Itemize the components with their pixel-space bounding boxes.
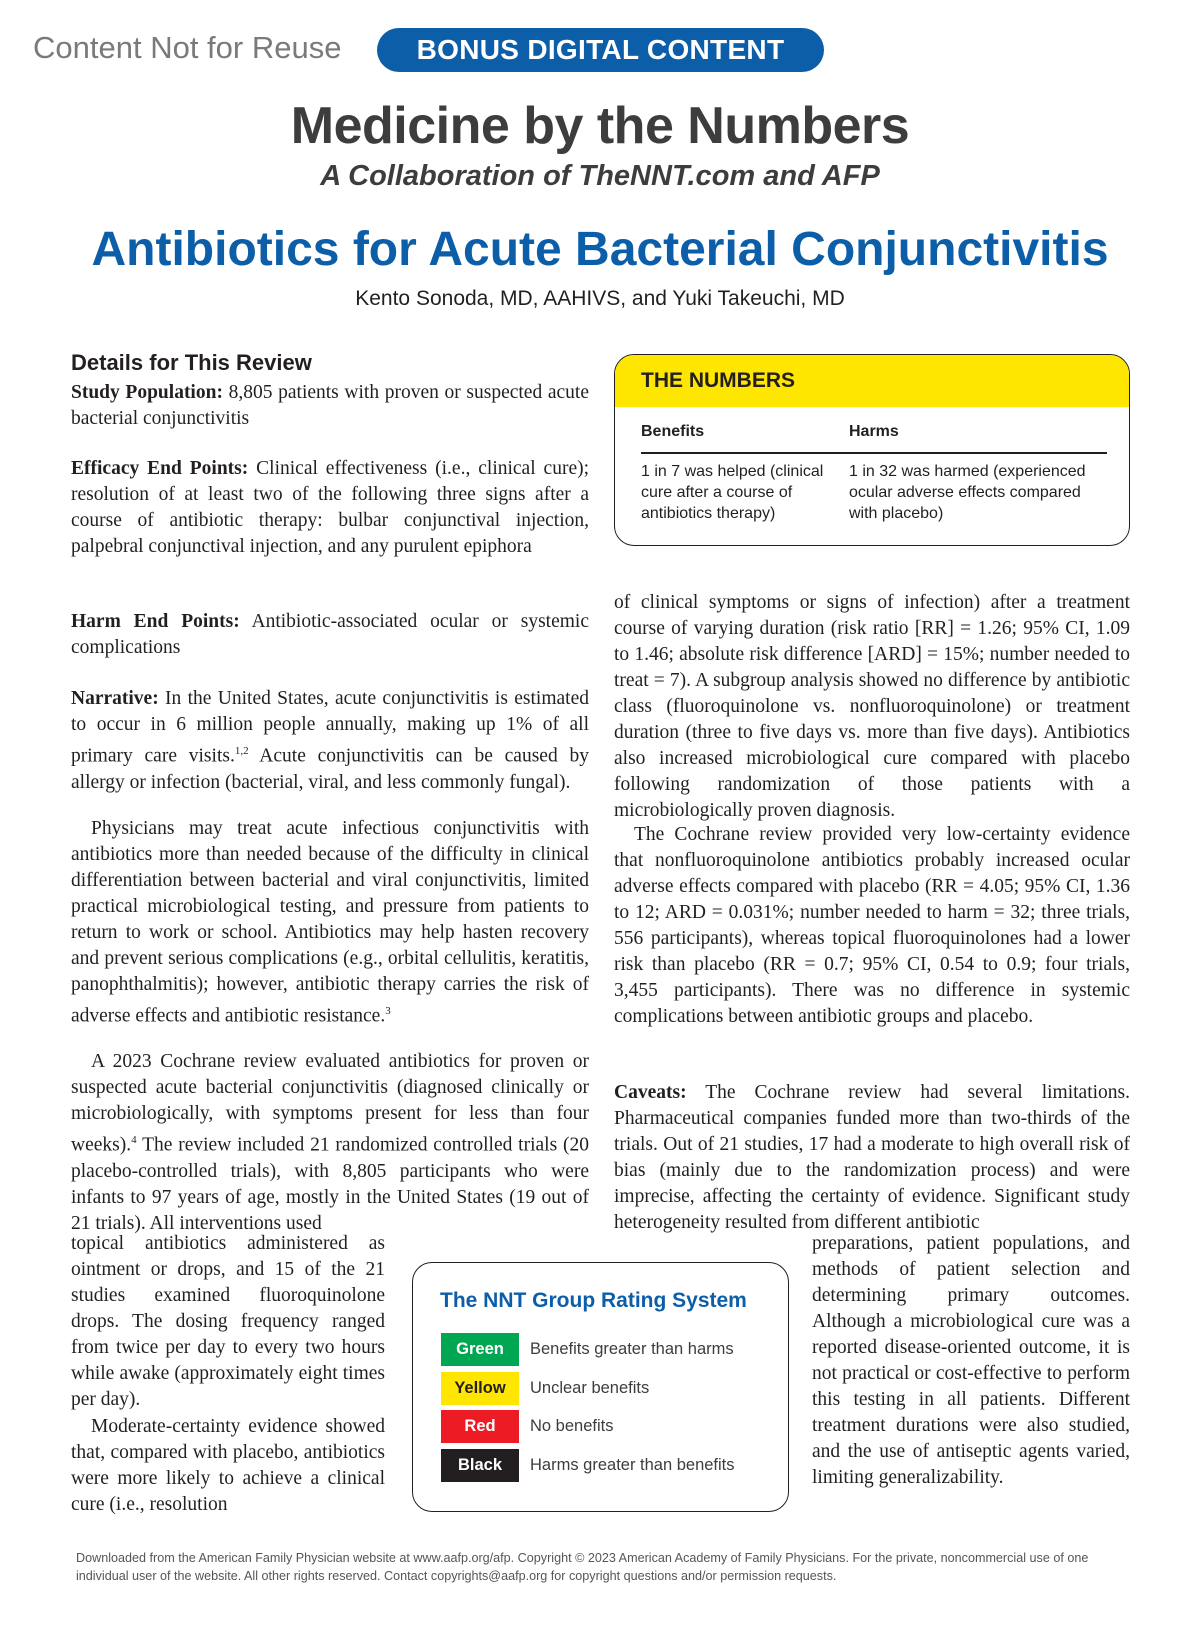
narrative-text-2: Acute conjunctivitis can be caused by allergy or infection (bacterial, viral, and less commonly fungal). (71, 745, 589, 793)
the-numbers-box (614, 354, 1130, 546)
the-numbers-title: THE NUMBERS (615, 355, 1129, 407)
caveats-label: Caveats: (614, 1082, 687, 1103)
rating-desc-green: Benefits greater than harms (530, 1340, 734, 1358)
efficacy-text: Clinical effectiveness (i.e., clinical cure); resolution of at least two of the following three signs after a course of antibiotic therapy: bulbar conjunctival injection, palpebral conjunctival injection, and any purulent epiphora (71, 458, 590, 557)
narrative (71, 686, 589, 796)
nnt-rating-system-box (412, 1262, 789, 1512)
caveats-text: The Cochrane review had several limitations. Pharmaceutical companies funded more than two-thirds of the trials. Out of 21 studies, 17 had a moderate to high overall risk of bias (mainly due to the randomization process) and were imprecise, affecting the certainty of evidence. Significant study heterogeneity resulted from different antibiotic (614, 1082, 1130, 1233)
numbers-divider (641, 452, 1107, 454)
rating-desc-black: Harms greater than benefits (530, 1455, 735, 1474)
cochrane-paragraph-continued: topical antibiotics administered as ointment or drops, and 15 of the 21 studies examined fluoroquinolone drops. The dosing frequency ranged from twice per day to every two hours while awake (approximately eight times per day). (71, 1233, 385, 1410)
study-population-text: 8,805 patients with proven or suspected acute bacterial conjunctivitis (71, 382, 589, 429)
harm-text: Antibiotic-associated ocular or systemic complications (71, 611, 589, 658)
efficacy-end-points (71, 456, 589, 560)
caveats-paragraph (614, 1080, 1130, 1236)
adverse-effects-paragraph: The Cochrane review provided very low-certainty evidence that nonfluoroquinolone antibiotics probably increased ocular adverse effects compared with placebo (RR = 4.05; 95% CI, 1.36 to 12; ARD = 0.031%; number needed to harm = 32; three trials, 556 participants), whereas topical fluoroquinolones had a lower risk than placebo (RR = 0.7; 95% CI, 0.54 to 0.9; four trials, 3,455 participants). There was no difference in systemic complications between antibiotic groups and placebo. (614, 824, 1130, 1027)
rating-desc-yellow: Unclear benefits (530, 1378, 650, 1397)
rating-badge-yellow: Yellow (441, 1372, 519, 1405)
harms-text: 1 in 32 was harmed (experienced ocular adverse effects compared with placebo) (849, 463, 1086, 522)
cochrane-paragraph (71, 1049, 589, 1237)
series-subtitle: A Collaboration of TheNNT.com and AFP (320, 160, 880, 192)
reuse-note: Content Not for Reuse (33, 30, 342, 65)
rating-system-title: The NNT Group Rating System (440, 1289, 747, 1312)
study-population-label: Study Population: (71, 382, 223, 403)
cochrane-text-a: A 2023 Cochrane review evaluated antibiotics for proven or suspected acute bacterial conjunctivitis (diagnosed clinically or microbiologically, with symptoms present for less than four weeks). (71, 1051, 589, 1156)
harms-header: Harms (849, 423, 899, 440)
rating-badge-black: Black (441, 1449, 519, 1482)
article-title: Antibiotics for Acute Bacterial Conjunctivitis (91, 223, 1109, 276)
rating-desc-red: No benefits (530, 1417, 614, 1435)
cochrane-text-b: The review included 21 randomized controlled trials (20 placebo-controlled trials), with 8,805 participants who were infants to 97 years of age, mostly in the United States (19 out of 21 trials). All interventions used (71, 1134, 589, 1234)
bonus-digital-content-badge: BONUS DIGITAL CONTENT (377, 28, 824, 72)
narrative-text: In the United States, acute conjunctivitis is estimated to occur in 6 million people annually, making up 1% of all primary care visits. (71, 688, 589, 767)
narrative-ref: 1,2 (234, 745, 249, 757)
article-authors: Kento Sonoda, MD, AAHIVS, and Yuki Takeuchi, MD (355, 287, 845, 310)
harm-label: Harm End Points: (71, 611, 240, 632)
moderate-certainty-paragraph: Moderate-certainty evidence showed that, compared with placebo, antibiotics were more likely to achieve a clinical cure (i.e., resolution (71, 1416, 385, 1515)
cochrane-ref: 4 (131, 1134, 137, 1146)
series-title: Medicine by the Numbers (290, 97, 910, 155)
details-heading: Details for This Review (71, 350, 312, 375)
rating-badge-green: Green (441, 1333, 519, 1366)
caveats-paragraph-continued: preparations, patient populations, and methods of patient selection and determining primary outcomes. Although a microbiological cure was a reported disease-oriented outcome, it is not practical or cost-effective to perform this testing in all patients. Different treatment durations were also studied, and the use of antiseptic agents varied, limiting generalizability. (812, 1233, 1130, 1488)
study-population (71, 380, 589, 432)
benefits-text: 1 in 7 was helped (clinical cure after a course of antibiotics therapy) (641, 463, 824, 522)
copyright-footer: Downloaded from the American Family Physician website at www.aafp.org/afp. Copyright © 2023 American Academy of Family Physicians. For the private, noncommercial use of one individual user of the website. All other rights reserved. Contact copyrights@aafp.org for copyright questions and/or permission requests. (76, 1551, 1089, 1583)
physicians-ref: 3 (385, 1005, 391, 1017)
harm-end-points (71, 609, 589, 661)
benefits-header: Benefits (641, 423, 705, 440)
narrative-label: Narrative: (71, 688, 159, 709)
clinical-cure-paragraph: of clinical symptoms or signs of infection) after a treatment course of varying duration (risk ratio [RR] = 1.26; 95% CI, 1.09 to 1.46; absolute risk difference [ARD] = 15%; number needed to treat = 7). A subgroup analysis showed no difference by antibiotic class (fluoroquinolone vs. nonfluoroquinolone) or treatment duration (three to five days vs. more than five days). Antibiotics also increased microbiological cure compared with placebo following randomization of those patients with a microbiologically proven diagnosis. (614, 592, 1130, 821)
physicians-paragraph (71, 816, 589, 1030)
physicians-text: Physicians may treat acute infectious conjunctivitis with antibiotics more than needed because of the difficulty in clinical differentiation between bacterial and viral conjunctivitis, limited practical microbiological testing, and pressure from patients to return to work or school. Antibiotics may help hasten recovery and prevent serious complications (e.g., orbital cellulitis, keratitis, panophthalmitis); however, antibiotic therapy carries the risk of adverse effects and antibiotic resistance. (71, 818, 589, 1027)
efficacy-label: Efficacy End Points: (71, 458, 249, 479)
rating-badge-red: Red (441, 1410, 519, 1443)
